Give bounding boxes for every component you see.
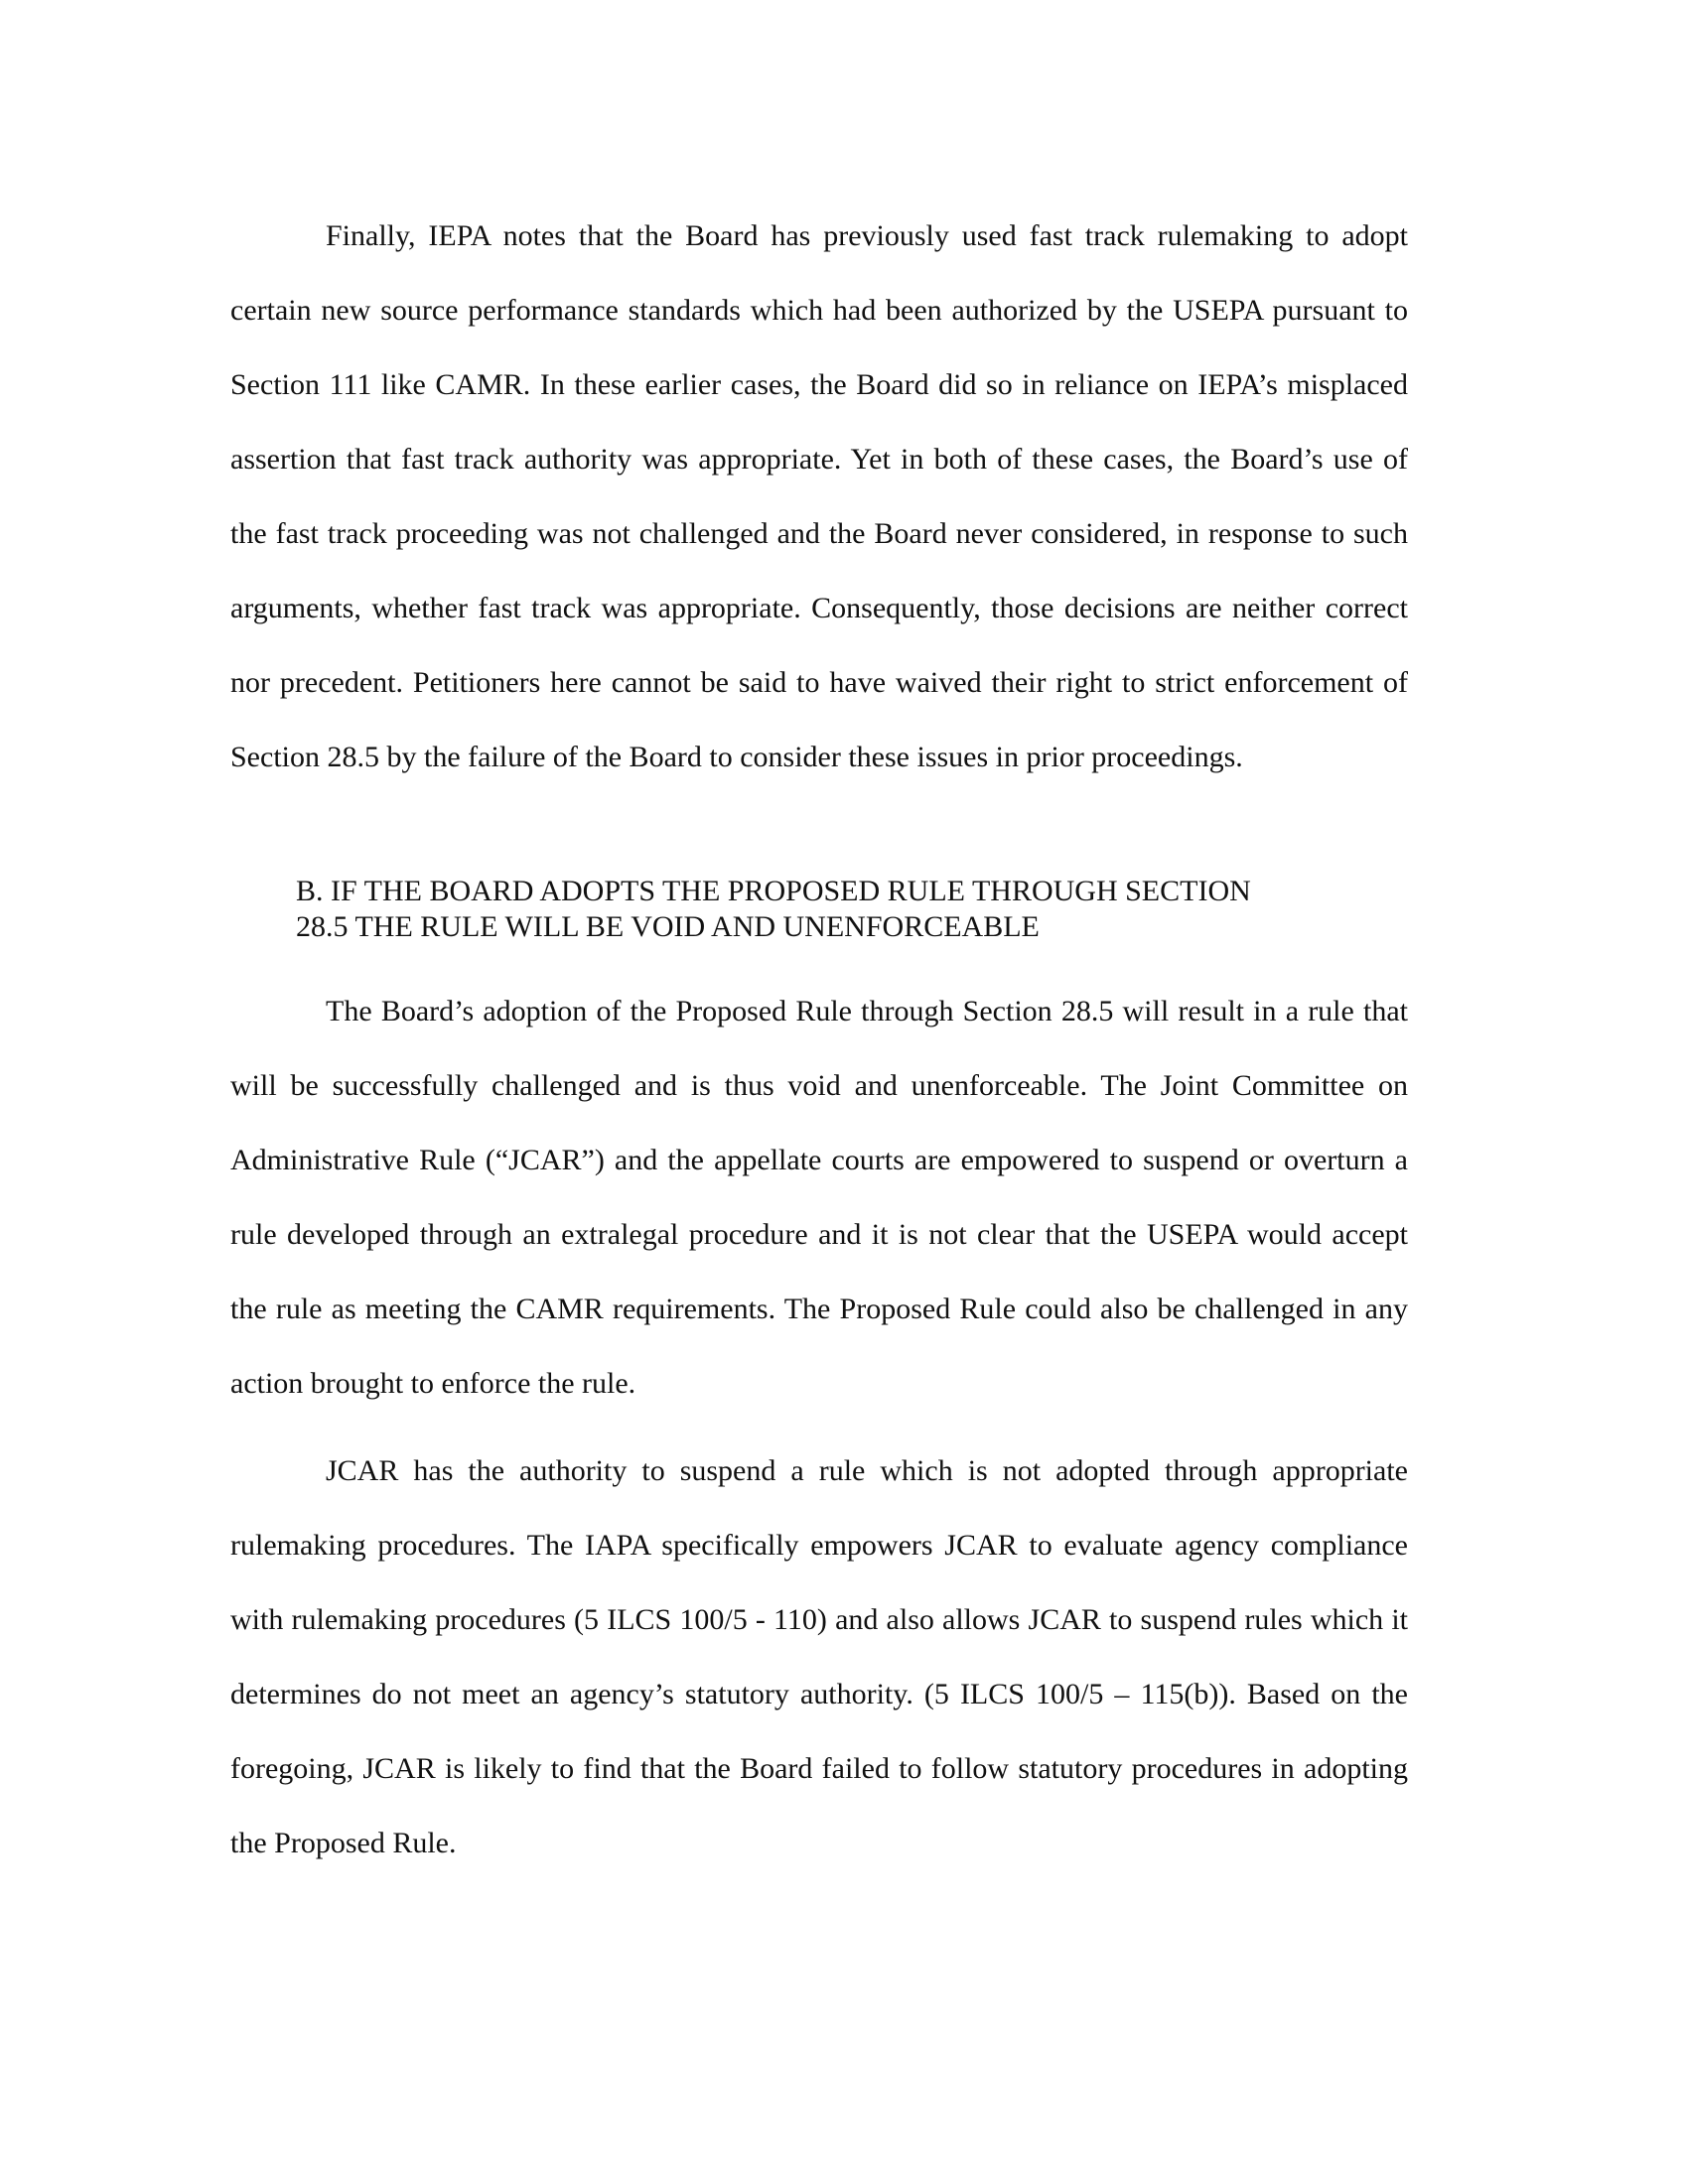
section-heading-line: B. IF THE BOARD ADOPTS THE PROPOSED RULE THROUGH SECTION: [296, 875, 1251, 907]
body-paragraph: Finally, IEPA notes that the Board has previously used fast track rulemaking to adopt certain new source performance standards which had been authorized by the USEPA pursuant to Section 111 like CAMR. In these earlier cases, the Board did so in reliance on IEPA’s misplaced assertion that fast track authority was appropriate. Yet in both of these cases, the Board’s use of the fast track proceeding was not challenged and the Board never considered, in response to such arguments, whether fast track was appropriate. Consequently, those decisions are neither correct nor precedent. Petitioners here cannot be said to have waived their right to strict enforcement of Section 28.5 by the failure of the Board to consider these issues in prior proceedings.: [230, 219, 1408, 773]
section-heading-line: 28.5 THE RULE WILL BE VOID AND UNENFORCEABLE: [296, 910, 1040, 943]
section-heading: [296, 874, 1388, 945]
body-paragraph: JCAR has the authority to suspend a rule which is not adopted through appropriate rulemaking procedures. The IAPA specifically empowers JCAR to evaluate agency compliance with rulemaking procedures (5 ILCS 100/5 - 110) and also allows JCAR to suspend rules which it determines do not meet an agency’s statutory authority. (5 ILCS 100/5 – 115(b)). Based on the foregoing, JCAR is likely to find that the Board failed to follow statutory procedures in adopting the Proposed Rule.: [230, 1454, 1408, 1859]
body-paragraph: The Board’s adoption of the Proposed Rule through Section 28.5 will result in a rule that will be successfully challenged and is thus void and unenforceable. The Joint Committee on Administrative Rule (“JCAR”) and the appellate courts are empowered to suspend or overturn a rule developed through an extralegal procedure and it is not clear that the USEPA would accept the rule as meeting the CAMR requirements. The Proposed Rule could also be challenged in any action brought to enforce the rule.: [230, 995, 1408, 1400]
